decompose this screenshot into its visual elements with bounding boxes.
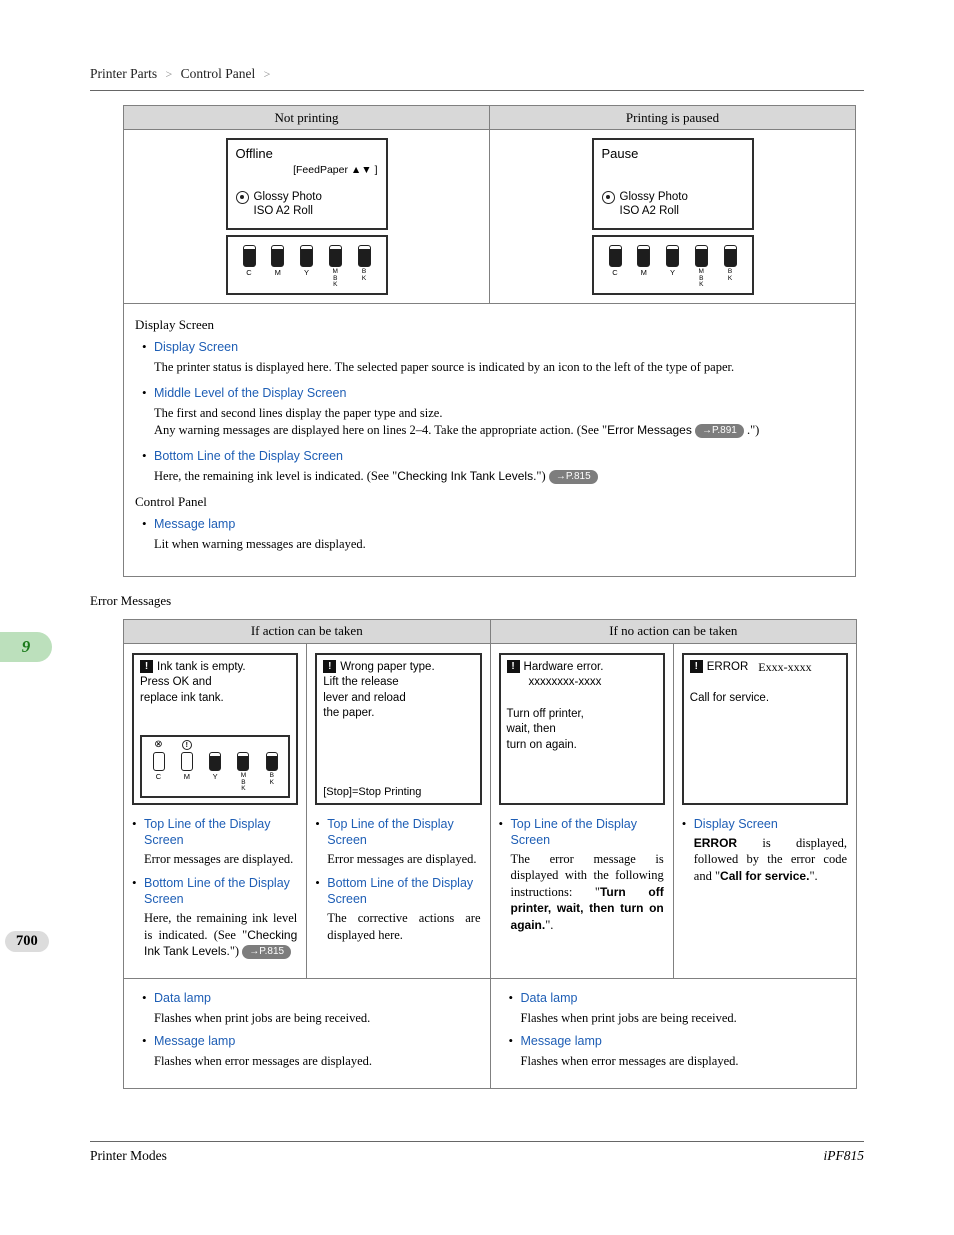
display-screen-notes: [124, 303, 856, 576]
breadcrumb-separator: >: [165, 67, 173, 81]
column-header-not-printing: Not printing: [124, 106, 490, 130]
error-col-call-for-service: [673, 643, 856, 978]
ink-tank-m: M: [635, 245, 652, 289]
ink-tank-bk: BK: [722, 245, 739, 289]
bullet-marker: •: [508, 1032, 514, 1048]
ink-tank-icon: [181, 752, 193, 771]
paper-type: Glossy Photo: [253, 191, 322, 203]
ui-string: Turn off printer, wait, then turn on again.: [510, 884, 664, 932]
link-top-line-display-screen[interactable]: Top Line of the Display Screen: [510, 816, 637, 847]
bullet-marker: •: [142, 989, 147, 1005]
paper-size: ISO A2 Roll: [253, 205, 313, 217]
alert-icon: !: [323, 660, 336, 673]
description: The first and second lines display the paper type and size. Any warning messages are displayed here on lines 2–4. Take the appropriate action. (See "Error Messages →P.891 ."): [154, 405, 760, 437]
ink-tank-icon: [153, 752, 165, 771]
link-bottom-line-display-screen[interactable]: Bottom Line of the Display Screen: [327, 876, 474, 906]
ink-tank-c: C: [241, 245, 258, 289]
ink-tank-icon: [300, 245, 313, 267]
bullet-marker: •: [142, 447, 147, 463]
alert-icon: !: [140, 660, 153, 673]
ink-warning-icon: !: [182, 740, 192, 750]
alert-icon: !: [507, 660, 520, 673]
breadcrumb-item-control-panel[interactable]: Control Panel: [180, 66, 256, 81]
error-col-ink-empty: [124, 643, 307, 978]
page-number: 700: [16, 933, 38, 949]
error-display-hardware-error: ! Hardware error. xxxxxxxx-xxxx Turn off printer, wait, then turn on again.: [499, 653, 665, 805]
column-header-no-action: If no action can be taken: [490, 619, 857, 643]
list-item: [142, 339, 845, 376]
ink-tank-icon: [637, 245, 650, 267]
paper-type: Glossy Photo: [619, 191, 688, 203]
description: Flashes when print jobs are being received.: [154, 1010, 371, 1025]
page-ref-badge-p891[interactable]: →P.891: [695, 424, 744, 438]
list-item: [142, 990, 480, 1027]
footer-section-title: Printer Modes: [90, 1148, 167, 1163]
section-label-display-screen: Display Screen: [135, 316, 215, 332]
ink-tank-y: Y: [207, 739, 224, 793]
list-item: [132, 816, 298, 868]
not-printing-cell: [124, 130, 490, 304]
list-item: [499, 816, 665, 934]
bullet-marker: •: [132, 815, 137, 831]
pause-display-mockup: [592, 138, 754, 295]
description: ERROR is displayed, followed by the error code and "Call for service.".: [693, 835, 848, 883]
error-messages-table: [123, 619, 857, 1089]
description: Lit when warning messages are displayed.: [154, 536, 366, 551]
roll-paper-icon: [602, 191, 615, 204]
bullet-marker: •: [142, 1032, 147, 1048]
bullet-marker: •: [315, 875, 320, 890]
description: Error messages are displayed.: [144, 851, 294, 866]
ui-string: Error Messages: [607, 422, 692, 437]
paper-size: ISO A2 Roll: [619, 205, 679, 217]
chapter-tab[interactable]: [0, 632, 52, 662]
link-message-lamp[interactable]: Message lamp: [154, 516, 236, 531]
description: Flashes when error messages are displayed.: [154, 1053, 372, 1068]
ink-tank-c: ⊗ C: [154, 739, 163, 781]
link-data-lamp[interactable]: Data lamp: [154, 990, 211, 1005]
error-code-placeholder: Exxx-xxxx: [758, 659, 812, 674]
ink-tank-icon: [695, 245, 708, 267]
ui-string: Checking Ink Tank Levels.: [144, 927, 298, 958]
ink-tank-bk: BK: [263, 739, 280, 793]
list-item: [315, 816, 481, 868]
lamps-notes-right: [490, 978, 857, 1088]
call-for-service-text: Call for service.: [689, 692, 770, 704]
printer-status-table: [123, 105, 856, 577]
bullet-marker: •: [142, 515, 147, 531]
link-bottom-line-display-screen[interactable]: Bottom Line of the Display Screen: [154, 448, 343, 463]
bullet-marker: •: [142, 384, 147, 400]
link-display-screen[interactable]: Display Screen: [154, 339, 239, 354]
list-item: [509, 1033, 847, 1070]
roll-paper-icon: [236, 191, 249, 204]
ink-tank-mbk: MBK: [693, 245, 710, 289]
ink-levels-panel: [592, 235, 754, 295]
list-item: [142, 385, 845, 439]
ui-string: Call for service.: [720, 868, 810, 883]
footer-model-name: iPF815: [823, 1148, 864, 1163]
error-code-placeholder: xxxxxxxx-xxxx: [528, 676, 602, 688]
list-item: [132, 875, 298, 960]
list-item: [142, 448, 845, 485]
breadcrumb-separator: >: [263, 67, 271, 81]
header-rule: [90, 90, 864, 91]
printer-status-text: Pause: [601, 146, 639, 161]
link-display-screen[interactable]: Display Screen: [693, 816, 778, 831]
link-data-lamp[interactable]: Data lamp: [520, 990, 578, 1005]
error-col-hardware-error: [490, 643, 673, 978]
ink-empty-icon: ⊗: [154, 739, 163, 750]
list-item: [142, 1033, 480, 1070]
ui-string: Checking Ink Tank Levels.: [397, 468, 537, 483]
bullet-marker: •: [508, 989, 514, 1005]
printing-paused-cell: [490, 130, 856, 304]
stop-printing-hint: [Stop]=Stop Printing: [323, 785, 422, 798]
ink-tank-y: Y: [664, 245, 681, 289]
description: Flashes when print jobs are being received.: [520, 1010, 737, 1025]
bullet-marker: •: [132, 875, 137, 890]
alert-icon: !: [690, 660, 703, 673]
ink-tank-icon: [358, 245, 371, 267]
ink-tank-m: ! M: [178, 739, 195, 793]
ink-tank-icon: [209, 752, 221, 771]
page-number-badge: [5, 931, 49, 952]
display-screen-mockup: [226, 138, 388, 230]
description: Here, the remaining ink level is indicated. (See "Checking Ink Tank Levels.") →P.815: [144, 911, 298, 958]
description: Here, the remaining ink level is indicated. (See "Checking Ink Tank Levels.") →P.815: [154, 468, 839, 485]
link-middle-level-display-screen[interactable]: Middle Level of the Display Screen: [154, 385, 347, 400]
description: Flashes when error messages are displayed.: [520, 1053, 739, 1068]
offline-display-mockup: [226, 138, 388, 295]
list-item: [682, 816, 848, 885]
breadcrumb-item-printer-parts[interactable]: Printer Parts: [90, 66, 158, 81]
lamps-notes-left: [124, 978, 491, 1088]
ink-tank-icon: [329, 245, 342, 267]
bullet-marker: •: [681, 815, 687, 831]
description: The printer status is displayed here. The selected paper source is indicated by an icon to the left of the type of paper.: [154, 359, 735, 374]
ink-tank-mbk: MBK: [235, 739, 252, 793]
ink-tank-icon: [666, 245, 679, 267]
description: The error message is displayed with the following instructions: "Turn off printer, wait, then turn on again.".: [510, 851, 664, 932]
chapter-number: 9: [21, 637, 31, 656]
error-display-wrong-paper: ! Wrong paper type. Lift the release lever and reload the paper. [Stop]=Stop Printing: [315, 653, 481, 805]
ink-tank-icon: [609, 245, 622, 267]
ink-tank-mbk: MBK: [327, 245, 344, 289]
link-message-lamp[interactable]: Message lamp: [520, 1033, 602, 1048]
ui-string: ERROR: [693, 835, 738, 850]
ink-tank-icon: [724, 245, 737, 267]
section-label-control-panel: Control Panel: [135, 493, 207, 509]
ink-tank-c: C: [607, 245, 624, 289]
link-top-line-display-screen[interactable]: Top Line of the Display Screen: [144, 816, 271, 847]
description: The corrective actions are displayed here.: [327, 911, 481, 942]
display-screen-mockup: [592, 138, 754, 230]
ink-tank-icon: [266, 752, 278, 771]
printer-status-text: Offline: [235, 146, 273, 161]
paper-info: [236, 190, 378, 218]
list-item: [315, 875, 481, 943]
ink-tank-bk: BK: [356, 245, 373, 289]
list-item: [509, 990, 847, 1027]
page-ref-badge-p815[interactable]: →P.815: [549, 470, 598, 484]
link-bottom-line-display-screen[interactable]: Bottom Line of the Display Screen: [144, 876, 290, 906]
feed-paper-hint: [FeedPaper ▲▼ ]: [293, 164, 378, 176]
link-top-line-display-screen[interactable]: Top Line of the Display Screen: [327, 816, 454, 847]
ink-tank-icon: [243, 245, 256, 267]
error-display-service-error: [682, 653, 848, 805]
bullet-marker: •: [315, 815, 320, 831]
ink-tank-icon: [271, 245, 284, 267]
error-display-ink-empty: ! Ink tank is empty. Press OK and replace ink tank. ⊗ C ! M Y MBK BK: [132, 653, 298, 805]
ink-levels-panel: [226, 235, 388, 295]
column-header-action: If action can be taken: [124, 619, 491, 643]
paper-info: [602, 190, 744, 218]
link-message-lamp[interactable]: Message lamp: [154, 1033, 236, 1048]
bullet-marker: •: [142, 338, 147, 354]
breadcrumb: [90, 0, 864, 82]
ink-tank-y: Y: [298, 245, 315, 289]
error-messages-heading: Error Messages: [90, 592, 172, 608]
bullet-marker: •: [498, 815, 504, 831]
error-label: ERROR: [706, 660, 749, 673]
ink-tank-icon: [237, 752, 249, 771]
description: Error messages are displayed.: [327, 851, 477, 866]
page-footer: [90, 1141, 864, 1164]
error-col-wrong-paper: [307, 643, 490, 978]
ink-tank-m: M: [269, 245, 286, 289]
ink-levels-panel: [140, 735, 290, 798]
column-header-printing-paused: Printing is paused: [490, 106, 856, 130]
page-ref-badge-p815[interactable]: →P.815: [242, 945, 291, 959]
list-item: [142, 516, 845, 553]
